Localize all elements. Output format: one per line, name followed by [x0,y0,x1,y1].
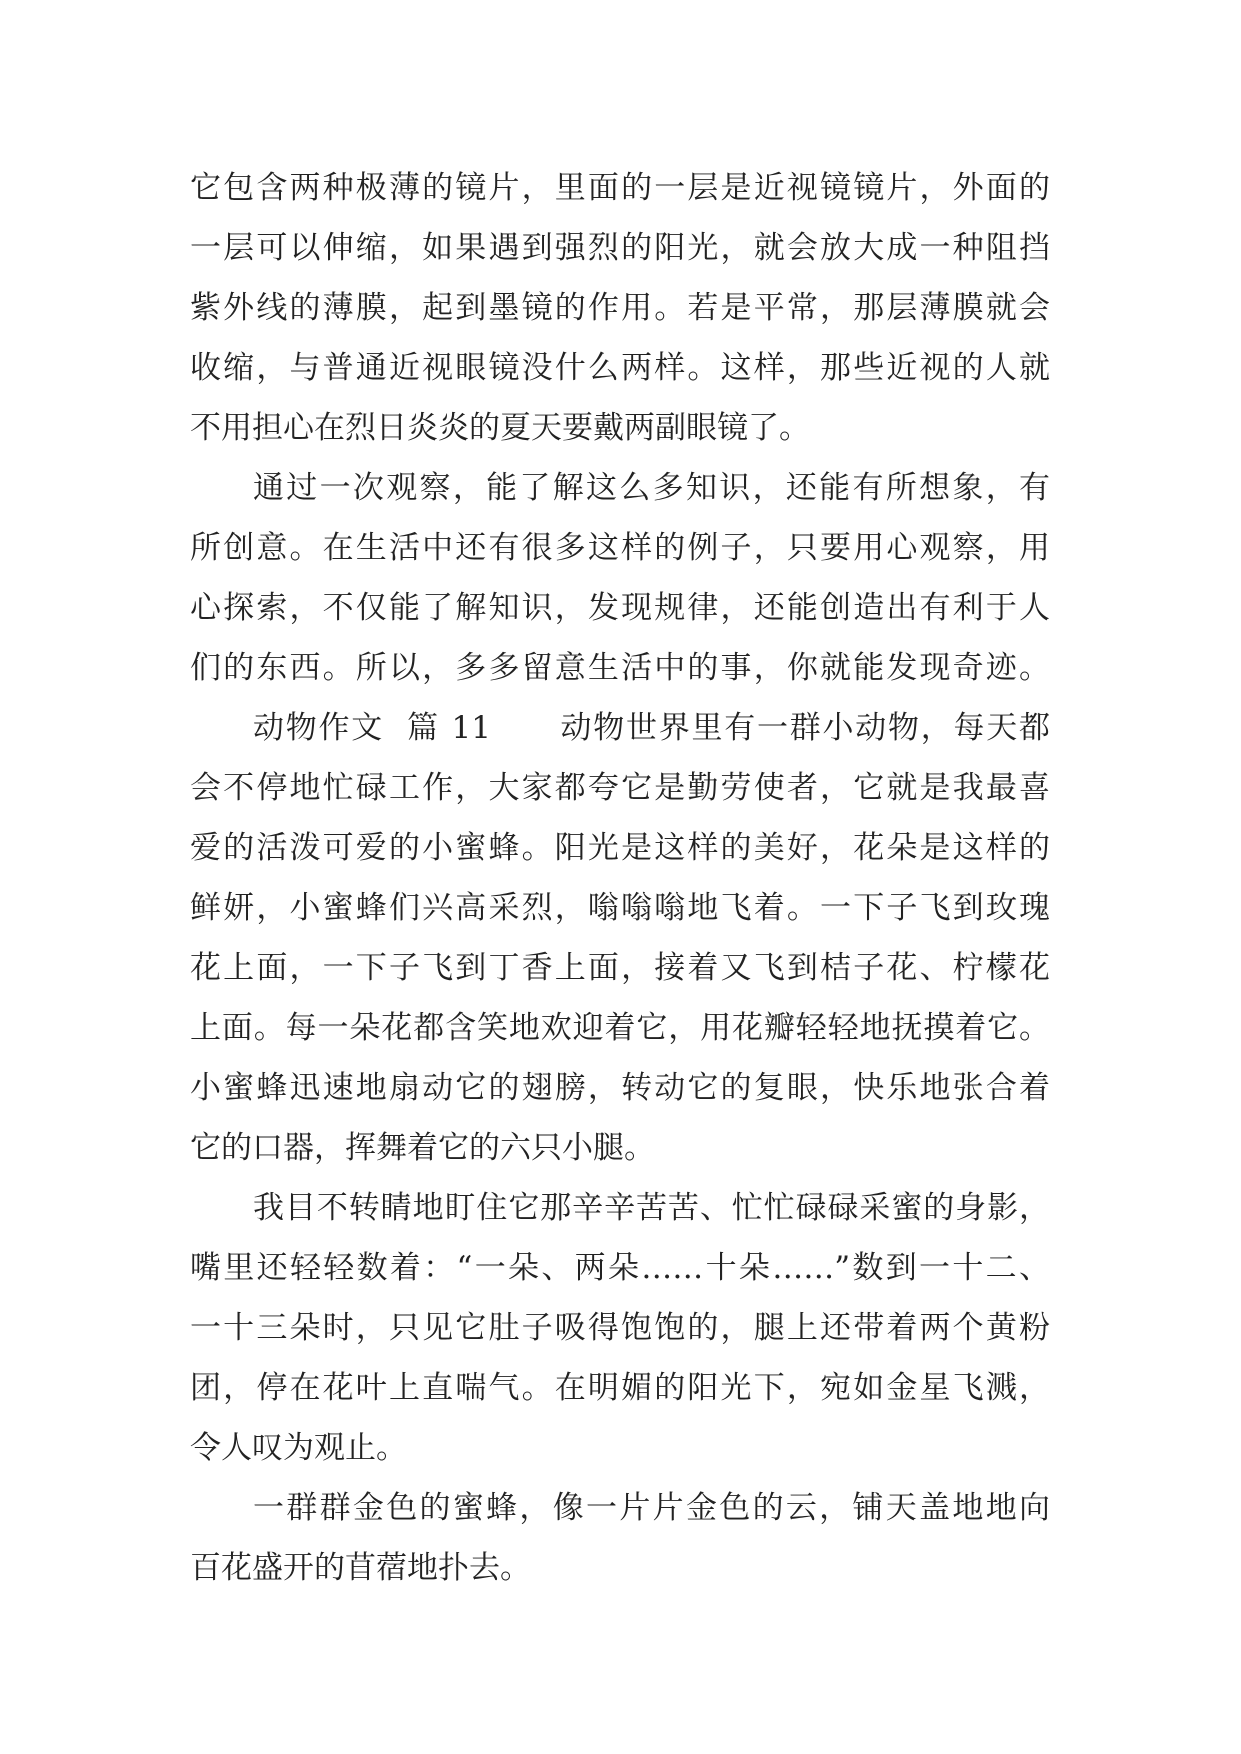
text-line: 收缩，与普通近视眼镜没什么两样。这样，那些近视的人就 [190,350,1050,386]
text-line: 它的口器，挥舞着它的六只小腿。 [190,1130,655,1166]
text-line: 一十三朵时，只见它肚子吸得饱饱的，腿上还带着两个黄粉 [190,1310,1050,1346]
text-line: 会不停地忙碌工作，大家都夸它是勤劳使者，它就是我最喜 [190,770,1050,806]
text-line: 我目不转睛地盯住它那辛辛苦苦、忙忙碌碌采蜜的身影， [253,1190,1050,1226]
document-body [190,158,1050,1598]
text-line: 小蜜蜂迅速地扇动它的翅膀，转动它的复眼，快乐地张合着 [190,1070,1050,1106]
text-line: 通过一次观察，能了解这么多知识，还能有所想象，有 [253,470,1050,506]
text-line: 令人叹为观止。 [190,1430,407,1466]
text-line: 们的东西。所以，多多留意生活中的事，你就能发现奇迹。 [190,650,1050,686]
text-line: 上面。每一朵花都含笑地欢迎着它，用花瓣轻轻地抚摸着它。 [190,1010,1050,1046]
paragraph [190,158,1050,458]
paragraph [190,458,1050,698]
text-line: 鲜妍，小蜜蜂们兴高采烈，嗡嗡嗡地飞着。一下子飞到玫瑰 [190,890,1050,926]
text-line: 百花盛开的苜蓿地扑去。 [190,1550,531,1586]
text-line: 它包含两种极薄的镜片，里面的一层是近视镜镜片，外面的 [190,170,1050,206]
text-line: 嘴里还轻轻数着：“一朵、两朵……十朵……”数到一十二、 [190,1250,1050,1286]
text-line: 一层可以伸缩，如果遇到强烈的阳光，就会放大成一种阻挡 [190,230,1050,266]
paragraph [190,1478,1050,1598]
paragraph [190,1178,1050,1478]
text-line: 所创意。在生活中还有很多这样的例子，只要用心观察，用 [190,530,1050,566]
paragraph [190,698,1050,1178]
text-line: 团，停在花叶上直喘气。在明媚的阳光下，宛如金星飞溅， [190,1370,1050,1406]
text-line: 爱的活泼可爱的小蜜蜂。阳光是这样的美好，花朵是这样的 [190,830,1050,866]
text-line: 花上面，一下子飞到丁香上面，接着又飞到桔子花、柠檬花 [190,950,1050,986]
text-line: 心探索，不仅能了解知识，发现规律，还能创造出有利于人 [190,590,1050,626]
section-heading-line: 动物作文 篇 11 动物世界里有一群小动物，每天都 [253,710,1050,746]
text-line: 一群群金色的蜜蜂，像一片片金色的云，铺天盖地地向 [253,1490,1050,1526]
text-line: 紫外线的薄膜，起到墨镜的作用。若是平常，那层薄膜就会 [190,290,1050,326]
text-line: 不用担心在烈日炎炎的夏天要戴两副眼镜了。 [190,410,810,446]
